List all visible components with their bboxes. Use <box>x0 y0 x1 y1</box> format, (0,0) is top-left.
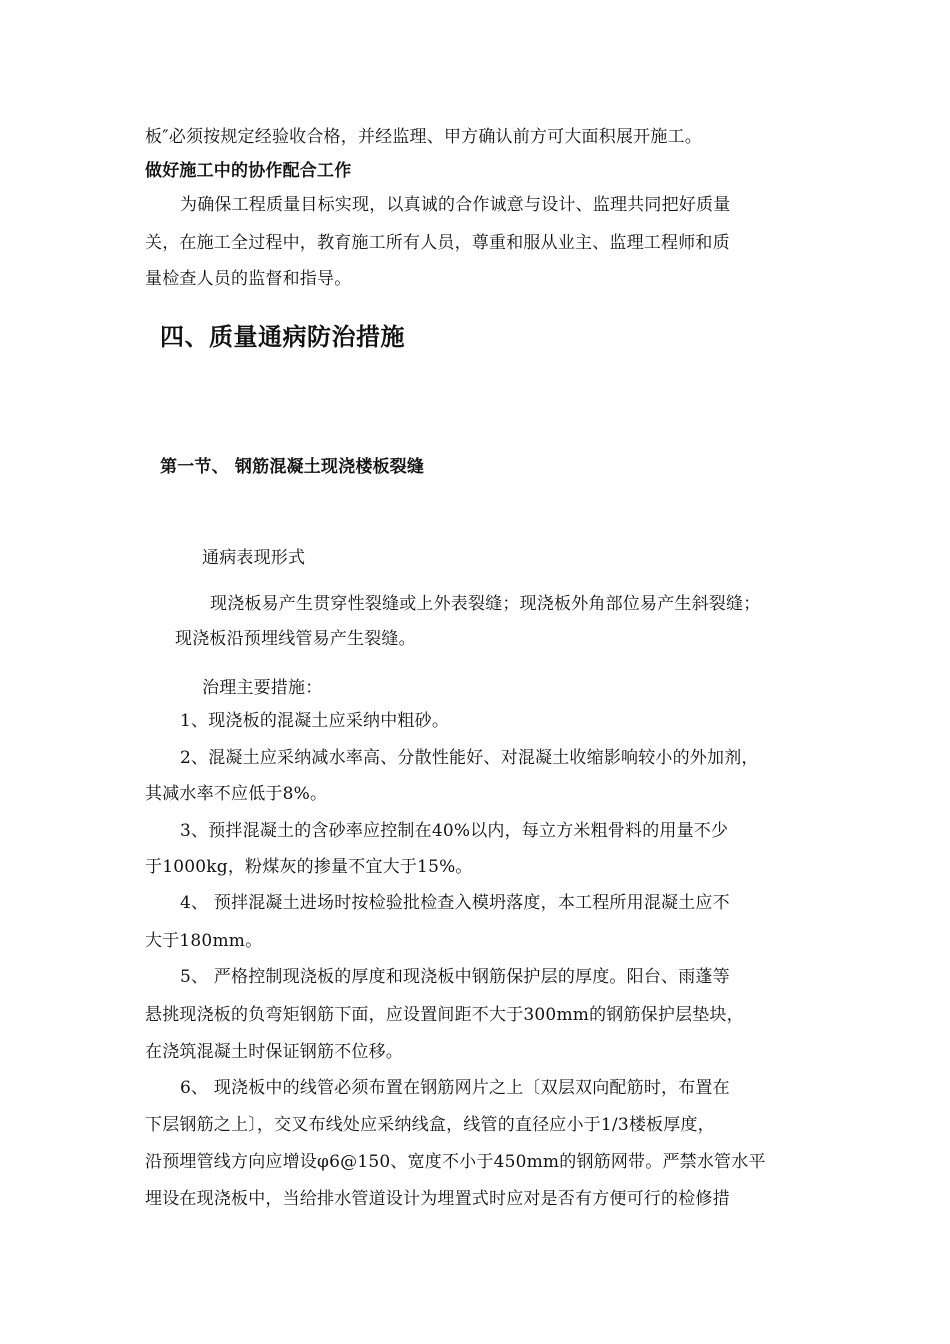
paragraph-line: 悬挑现浇板的负弯矩钢筋下面，应设置间距不大于300mm的钢筋保护层垫块， <box>145 1005 744 1025</box>
list-item: 5、 严格控制现浇板的厚度和现浇板中钢筋保护层的厚度。阳台、雨蓬等 <box>180 967 730 987</box>
paragraph-line: 量检查人员的监督和指导。 <box>145 269 352 289</box>
paragraph-line: 于1000kg，粉煤灰的掺量不宜大于15%。 <box>145 857 473 877</box>
paragraph-line: 板″必须按规定经验收合格，并经监理、甲方确认前方可大面积展开施工。 <box>145 127 702 147</box>
list-item: 3、预拌混凝土的含砂率应控制在40%以内，每立方米粗骨料的用量不少 <box>180 821 729 841</box>
paragraph-line: 下层钢筋之上〕，交叉布线处应采纳线盒，线管的直径应小于1/3楼板厚度， <box>145 1115 715 1135</box>
paragraph-line: 埋设在现浇板中，当给排水管道设计为埋置式时应对是否有方便可行的检修措 <box>145 1189 730 1209</box>
paragraph-line: 现浇板沿预埋线管易产生裂缝。 <box>175 629 416 649</box>
section-heading: 第一节、 钢筋混凝土现浇楼板裂缝 <box>160 457 425 477</box>
list-item: 6、 现浇板中的线管必须布置在钢筋网片之上〔双层双向配筋时，布置在 <box>180 1078 730 1098</box>
list-item: 4、 预拌混凝土进场时按检验批检查入模坍落度，本工程所用混凝土应不 <box>180 893 730 913</box>
paragraph-line: 关，在施工全过程中，教育施工所有人员，尊重和服从业主、监理工程师和质 <box>145 233 730 253</box>
paragraph-line: 在浇筑混凝土时保证钢筋不位移。 <box>145 1042 403 1062</box>
paragraph-line: 为确保工程质量目标实现，以真诚的合作诚意与设计、监理共同把好质量 <box>180 195 731 215</box>
paragraph-line: 沿预埋管线方向应增设φ6@150、宽度不小于450mm的钢筋网带。严禁水管水平 <box>145 1152 766 1172</box>
list-item: 1、现浇板的混凝土应采纳中粗砂。 <box>180 711 450 731</box>
list-item: 2、混凝土应采纳减水率高、分散性能好、对混凝土收缩影响较小的外加剂， <box>180 748 759 768</box>
paragraph-line: 其减水率不应低于8%。 <box>145 784 328 804</box>
subheading: 做好施工中的协作配合工作 <box>145 161 352 181</box>
chapter-heading: 四、质量通病防治措施 <box>160 323 405 351</box>
paragraph-line: 现浇板易产生贯穿性裂缝或上外表裂缝；现浇板外角部位易产生斜裂缝； <box>210 594 761 614</box>
paragraph-line: 大于180mm。 <box>145 931 263 951</box>
subsection-title: 通病表现形式 <box>202 548 306 568</box>
subsection-title: 治理主要措施： <box>202 678 323 698</box>
